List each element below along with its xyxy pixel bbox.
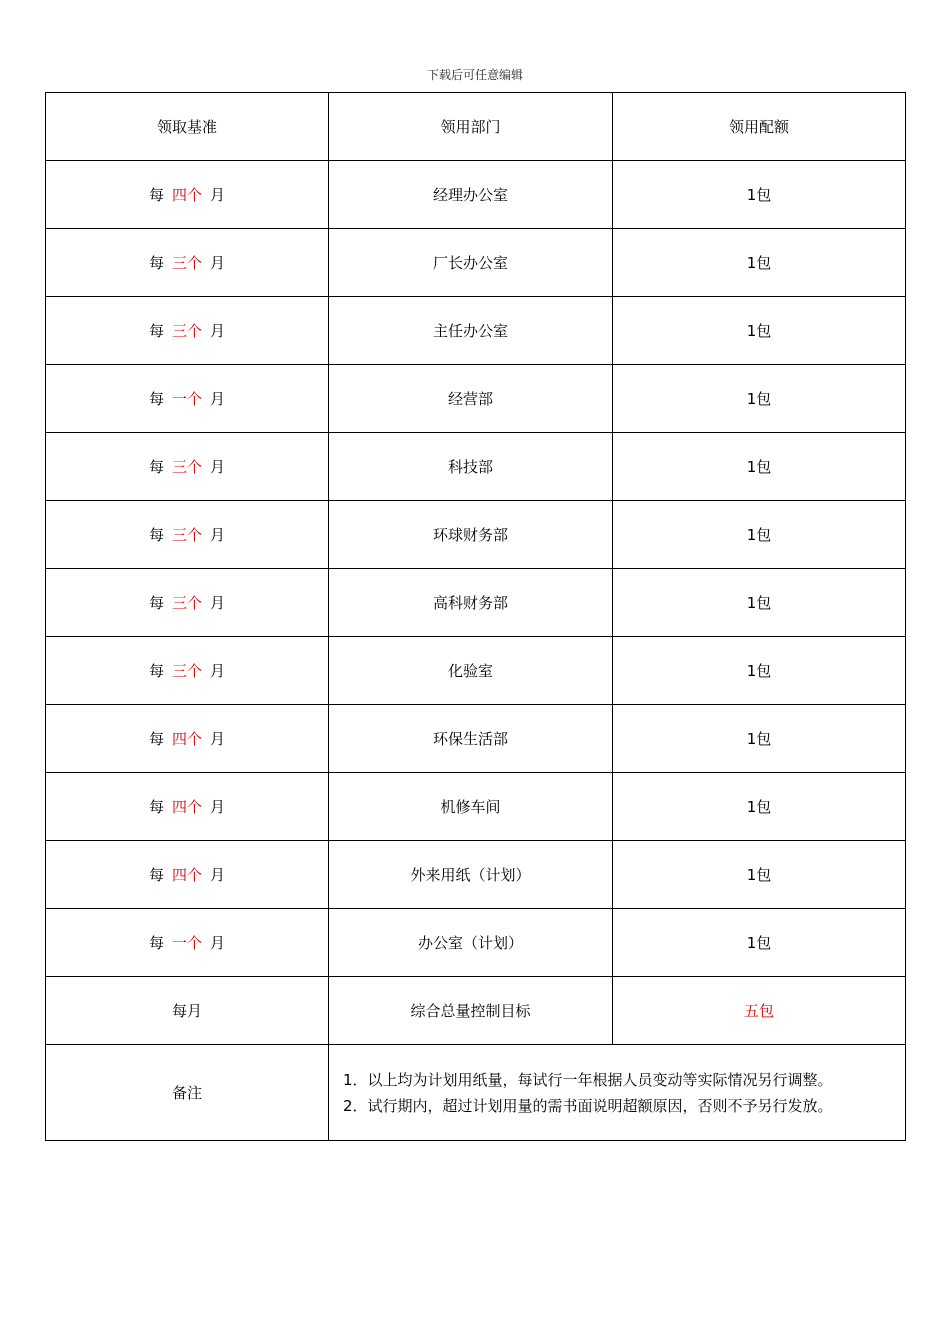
department-cell: 化验室 <box>329 637 613 705</box>
total-basis: 每月 <box>46 977 329 1045</box>
table-header-row <box>46 93 906 161</box>
basis-suffix: 月 <box>210 254 226 272</box>
department-cell: 经理办公室 <box>329 161 613 229</box>
basis-prefix: 每 <box>148 866 164 884</box>
quota-cell: 1包 <box>613 365 906 433</box>
department-cell: 机修车间 <box>329 773 613 841</box>
basis-cell <box>46 773 329 841</box>
table-row <box>46 705 906 773</box>
basis-cell <box>46 705 329 773</box>
basis-interval: 三个 <box>171 458 202 476</box>
quota-cell: 1包 <box>613 841 906 909</box>
department-cell: 办公室（计划） <box>329 909 613 977</box>
basis-suffix: 月 <box>210 594 226 612</box>
table-row <box>46 161 906 229</box>
basis-cell <box>46 161 329 229</box>
total-row <box>46 977 906 1045</box>
table-row <box>46 297 906 365</box>
table-row <box>46 841 906 909</box>
basis-prefix: 每 <box>148 594 164 612</box>
basis-prefix: 每 <box>148 186 164 204</box>
table-row <box>46 773 906 841</box>
quota-cell: 1包 <box>613 705 906 773</box>
quota-cell: 1包 <box>613 773 906 841</box>
notes-content <box>329 1045 906 1141</box>
department-cell: 主任办公室 <box>329 297 613 365</box>
department-cell: 经营部 <box>329 365 613 433</box>
basis-suffix: 月 <box>210 390 226 408</box>
notes-row <box>46 1045 906 1141</box>
department-cell: 环球财务部 <box>329 501 613 569</box>
basis-interval: 四个 <box>171 730 202 748</box>
column-header-department: 领用部门 <box>329 93 613 161</box>
table-row <box>46 365 906 433</box>
basis-interval: 一个 <box>171 934 202 952</box>
basis-prefix: 每 <box>148 390 164 408</box>
table-row <box>46 909 906 977</box>
total-department: 综合总量控制目标 <box>329 977 613 1045</box>
basis-interval: 一个 <box>171 390 202 408</box>
paper-quota-table <box>45 92 906 1141</box>
quota-cell: 1包 <box>613 637 906 705</box>
department-cell: 外来用纸（计划） <box>329 841 613 909</box>
page-header: 下载后可任意编辑 <box>426 68 523 82</box>
basis-interval: 三个 <box>171 322 202 340</box>
column-header-basis: 领取基准 <box>46 93 329 161</box>
basis-suffix: 月 <box>210 458 226 476</box>
basis-suffix: 月 <box>210 662 226 680</box>
basis-interval: 四个 <box>171 186 202 204</box>
basis-cell <box>46 297 329 365</box>
note-line-2: 2．试行期内，超过计划用量的需书面说明超额原因，否则不予另行发放。 <box>343 1096 833 1115</box>
quota-cell: 1包 <box>613 433 906 501</box>
basis-cell <box>46 365 329 433</box>
basis-interval: 三个 <box>171 526 202 544</box>
basis-suffix: 月 <box>210 934 226 952</box>
basis-cell <box>46 433 329 501</box>
table-row <box>46 433 906 501</box>
basis-interval: 四个 <box>171 866 202 884</box>
total-quota: 五包 <box>613 977 906 1045</box>
basis-suffix: 月 <box>210 866 226 884</box>
basis-interval: 四个 <box>171 798 202 816</box>
quota-cell: 1包 <box>613 229 906 297</box>
basis-interval: 三个 <box>171 594 202 612</box>
quota-cell: 1包 <box>613 501 906 569</box>
basis-prefix: 每 <box>148 730 164 748</box>
table-row <box>46 501 906 569</box>
basis-cell <box>46 841 329 909</box>
table-row <box>46 569 906 637</box>
note-line-1: 1．以上均为计划用纸量，每试行一年根据人员变动等实际情况另行调整。 <box>343 1070 833 1089</box>
department-cell: 环保生活部 <box>329 705 613 773</box>
basis-prefix: 每 <box>148 322 164 340</box>
basis-suffix: 月 <box>210 322 226 340</box>
notes-label: 备注 <box>46 1045 329 1141</box>
department-cell: 科技部 <box>329 433 613 501</box>
department-cell: 高科财务部 <box>329 569 613 637</box>
quota-cell: 1包 <box>613 297 906 365</box>
quota-cell: 1包 <box>613 909 906 977</box>
table-row <box>46 637 906 705</box>
quota-cell: 1包 <box>613 161 906 229</box>
column-header-quota: 领用配额 <box>613 93 906 161</box>
quota-cell: 1包 <box>613 569 906 637</box>
basis-prefix: 每 <box>148 526 164 544</box>
department-cell: 厂长办公室 <box>329 229 613 297</box>
basis-suffix: 月 <box>210 798 226 816</box>
basis-prefix: 每 <box>148 934 164 952</box>
basis-suffix: 月 <box>210 730 226 748</box>
basis-cell <box>46 909 329 977</box>
basis-interval: 三个 <box>171 254 202 272</box>
basis-prefix: 每 <box>148 798 164 816</box>
basis-prefix: 每 <box>148 662 164 680</box>
basis-cell <box>46 229 329 297</box>
basis-cell <box>46 501 329 569</box>
table-row <box>46 229 906 297</box>
basis-prefix: 每 <box>148 458 164 476</box>
basis-interval: 三个 <box>171 662 202 680</box>
basis-suffix: 月 <box>210 186 226 204</box>
basis-prefix: 每 <box>148 254 164 272</box>
basis-cell <box>46 569 329 637</box>
basis-suffix: 月 <box>210 526 226 544</box>
basis-cell <box>46 637 329 705</box>
